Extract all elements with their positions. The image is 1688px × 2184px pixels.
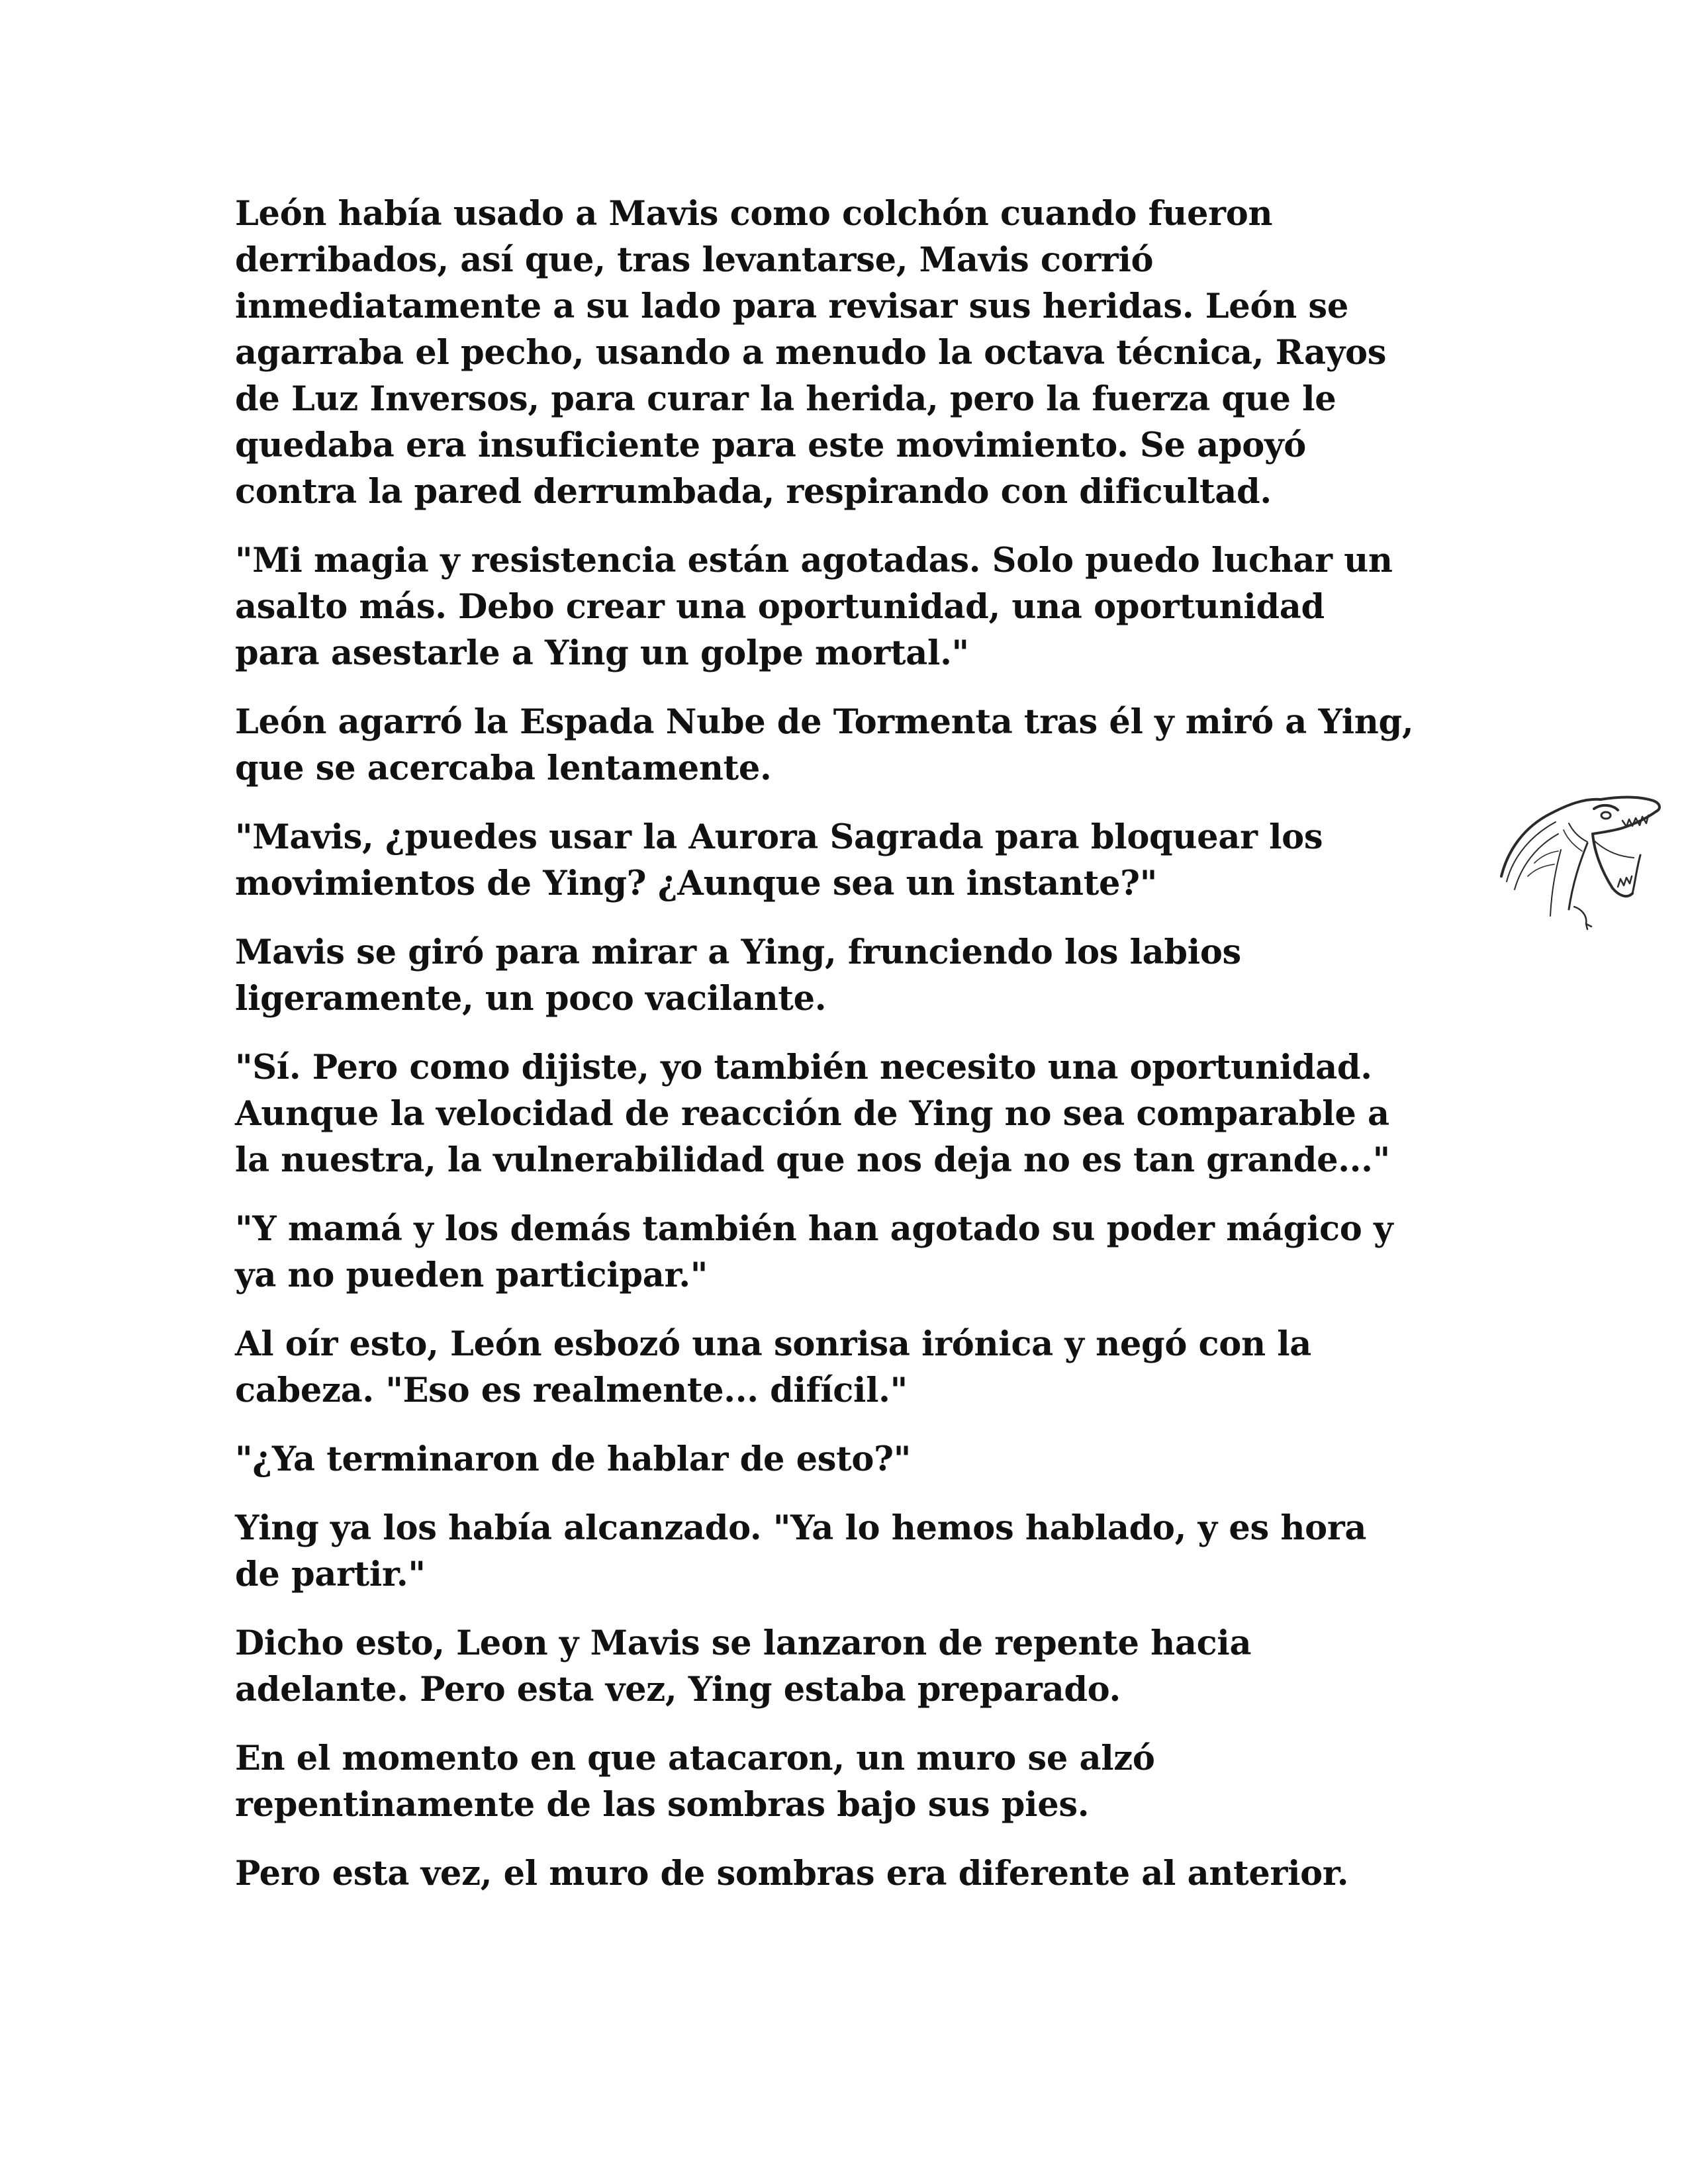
paragraph: León había usado a Mavis como colchón cuando fueron derribados, así que, tras levantarse, Mavis corrió inmediatamente a su lado para revisar sus heridas. León se agarraba el pecho, usando a menudo la octava técnica, Rayos de Luz Inversos, para curar la herida, pero la fuerza que le quedaba era insuficiente para este movimiento. Se apoyó contra la pared derrumbada, respirando con dificultad.: [235, 194, 1387, 512]
paragraph: Ying ya los había alcanzado. "Ya lo hemos hablado, y es hora de partir.": [235, 1508, 1367, 1594]
body-text: [235, 191, 1486, 1919]
paragraph: "Y mamá y los demás también han agotado su poder mágico y ya no pueden participar.": [235, 1209, 1393, 1295]
paragraph: "Mi magia y resistencia están agotadas. Solo puedo luchar un asalto más. Debo crear una oportunidad, una oportunidad para asestarle a Ying un golpe mortal.": [235, 541, 1393, 673]
paragraph: "¿Ya terminaron de hablar de esto?": [235, 1439, 912, 1479]
paragraph: Dicho esto, Leon y Mavis se lanzaron de repente hacia adelante. Pero esta vez, Ying estaba preparado.: [235, 1623, 1252, 1709]
paragraph: Mavis se giró para mirar a Ying, frunciendo los labios ligeramente, un poco vacilante.: [235, 933, 1241, 1019]
dinosaur-sketch-icon: [1495, 777, 1664, 933]
paragraph: Al oír esto, León esbozó una sonrisa irónica y negó con la cabeza. "Eso es realmente... difícil.": [235, 1324, 1312, 1410]
paragraph: León agarró la Espada Nube de Tormenta tras él y miró a Ying, que se acercaba lentamente.: [235, 702, 1414, 788]
paragraph: En el momento en que atacaron, un muro se alzó repentinamente de las sombras bajo sus pies.: [235, 1739, 1155, 1825]
paragraph: "Mavis, ¿puedes usar la Aurora Sagrada para bloquear los movimientos de Ying? ¿Aunque sea un instante?": [235, 817, 1323, 903]
paragraph: Pero esta vez, el muro de sombras era diferente al anterior.: [235, 1854, 1349, 1893]
paragraph: "Sí. Pero como dijiste, yo también necesito una oportunidad. Aunque la velocidad de reacción de Ying no sea comparable a la nuestra, la vulnerabilidad que nos deja no es tan grande...": [235, 1048, 1390, 1180]
